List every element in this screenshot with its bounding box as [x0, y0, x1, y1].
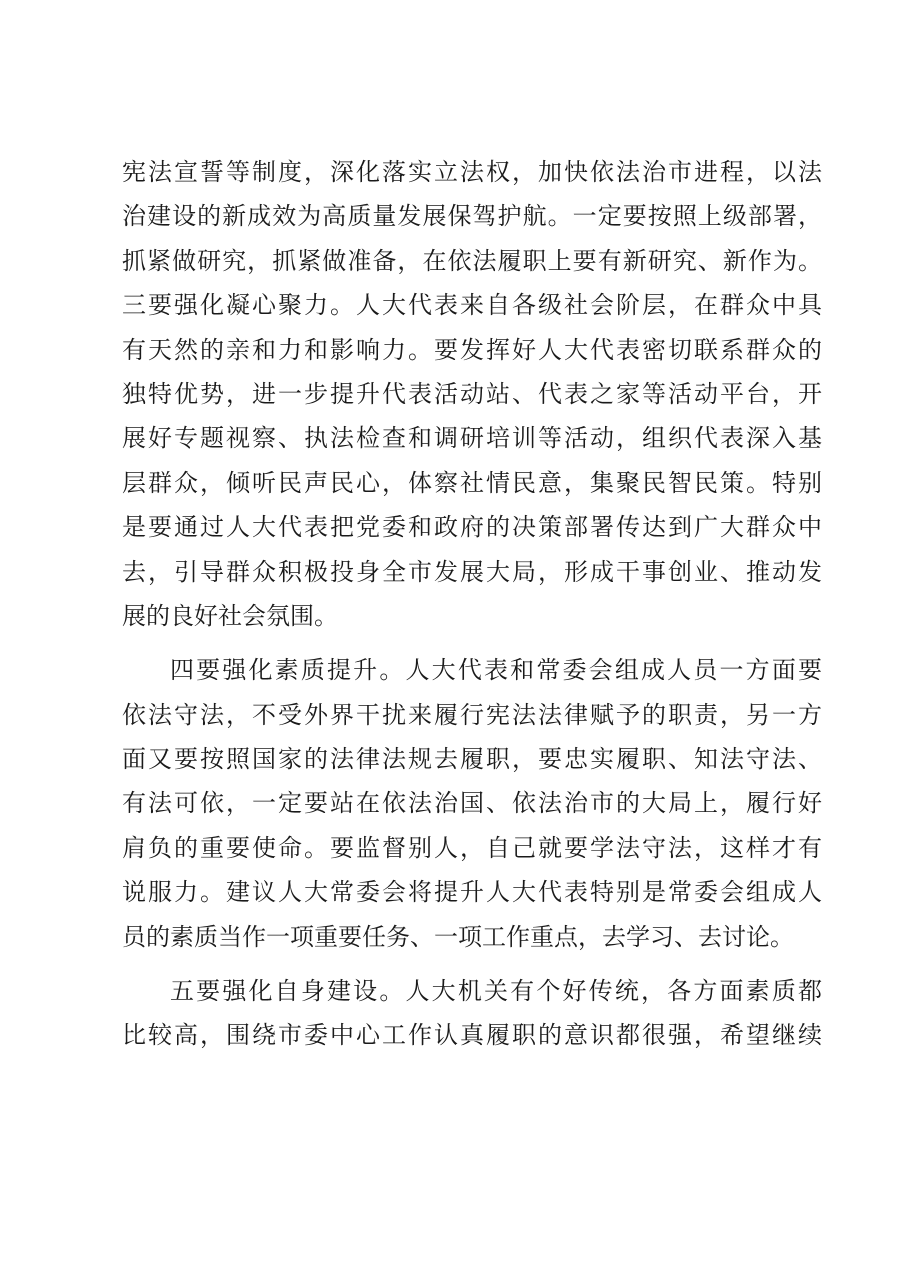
- text-line: 面又要按照国家的法律法规去履职，要忠实履职、知法守法、: [122, 745, 822, 774]
- text-line: 去，引导群众积极投身全市发展大局，形成干事创业、推动发: [122, 557, 822, 586]
- text-line: 是要通过人大代表把党委和政府的决策部署传达到广大群众中: [122, 513, 822, 542]
- text-line: 抓紧做研究，抓紧做准备，在依法履职上要有新研究、新作为。: [122, 246, 822, 275]
- paragraph-3: [122, 969, 822, 1058]
- text-line: 有法可依，一定要站在依法治国、依法治市的大局上，履行好: [122, 789, 822, 818]
- text-line: 有天然的亲和力和影响力。要发挥好人大代表密切联系群众的: [122, 335, 822, 364]
- text-line: 展好专题视察、执法检查和调研培训等活动，组织代表深入基: [122, 424, 822, 453]
- text-line: 独特优势，进一步提升代表活动站、代表之家等活动平台，开: [122, 379, 822, 408]
- paragraph-spacer: [122, 638, 822, 648]
- text-line: 治建设的新成效为高质量发展保驾护航。一定要按照上级部署，: [122, 202, 822, 231]
- text-line: 层群众，倾听民声民心，体察社情民意，集聚民智民策。特别: [122, 468, 822, 497]
- text-line: 四要强化素质提升。人大代表和常委会组成人员一方面要: [170, 656, 822, 685]
- paragraph-2: [122, 648, 822, 959]
- paragraph-spacer: [122, 959, 822, 969]
- text-line: 比较高，围绕市委中心工作认真履职的意识都很强，希望继续: [122, 1021, 822, 1050]
- text-line: 依法守法，不受外界干扰来履行宪法法律赋予的职责，另一方: [122, 700, 822, 729]
- text-line: 宪法宣誓等制度，深化落实立法权，加快依法治市进程，以法: [122, 158, 822, 186]
- text-line: 肩负的重要使命。要监督别人，自己就要学法守法，这样才有: [122, 833, 822, 862]
- text-line: 展的良好社会氛围。: [122, 601, 338, 630]
- text-line: 说服力。建议人大常委会将提升人大代表特别是常委会组成人: [122, 878, 822, 907]
- document-body: [122, 150, 822, 1058]
- text-line: 三要强化凝心聚力。人大代表来自各级社会阶层，在群众中具: [122, 291, 822, 320]
- text-line: 员的素质当作一项重要任务、一项工作重点，去学习、去讨论。: [122, 922, 794, 951]
- paragraph-1: [122, 150, 822, 638]
- text-line: 五要强化自身建设。人大机关有个好传统，各方面素质都: [170, 977, 822, 1006]
